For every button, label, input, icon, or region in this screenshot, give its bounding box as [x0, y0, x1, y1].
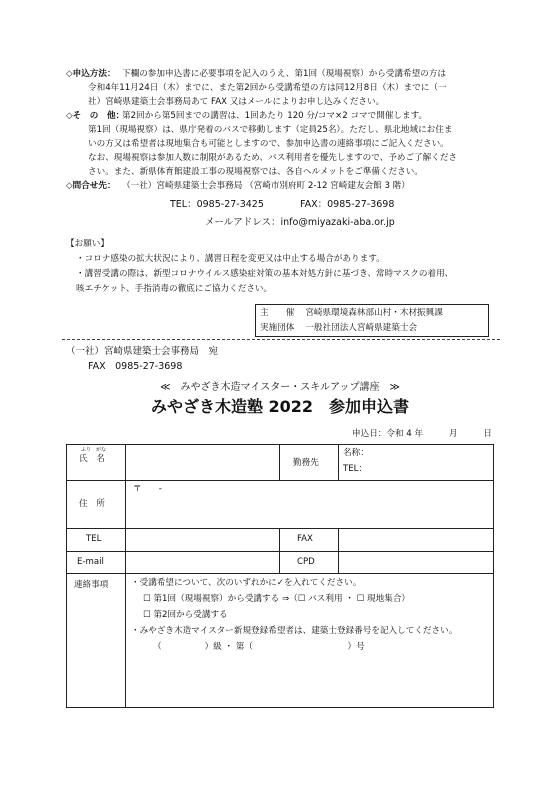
- recipient-line-2: FAX 0985-27-3698: [88, 361, 183, 372]
- notes-line-4: ・みやざき木造マイスター新規登録希望者は、建築士登録番号を記入してください。: [131, 626, 458, 636]
- request-item-1: ・コロナ感染の拡大状況により、講習日程を変更又は中止する場合があります。: [76, 254, 385, 264]
- host-label: 主 催: [260, 308, 295, 318]
- notes-line-3[interactable]: ☐ 第2回から受講する: [143, 610, 228, 620]
- other-line-3: いの方又は希望者は現地集合も可能としますので、参加申込書の連絡事項にご記入ください。: [88, 139, 449, 149]
- other-label: ◇そ の 他：: [66, 111, 125, 121]
- cpd-field[interactable]: [340, 552, 491, 572]
- zip-mark: 〒 -: [133, 484, 162, 494]
- email-label: E-mail: [77, 557, 104, 567]
- notes-line-1: ・受講希望について、次のいずれかに✓を入れてください。: [131, 578, 362, 588]
- notes-line-5[interactable]: （ ）級 ・ 第（ ）号: [153, 642, 365, 652]
- exec-name: 一般社団法人宮崎県建築士会: [305, 323, 418, 333]
- name-label: 氏 名: [79, 454, 105, 464]
- application-label: ◇申込方法：: [66, 69, 116, 79]
- application-line-2: 令和4年11月24日（木）までに、また第2回から受講希望の方は同12月8日（木）までに（一: [88, 83, 447, 93]
- application-form: [66, 444, 494, 708]
- organizers-box: [255, 304, 489, 337]
- workplace-label: 勤務先: [293, 458, 319, 468]
- tel-label: TEL: [86, 534, 102, 544]
- form-rule: [279, 528, 280, 573]
- tel-field[interactable]: [127, 529, 277, 550]
- other-line-4: なお、現場視察は参加人数に制限があるため、バス利用者を優先しますので、予めご了解くださ: [88, 153, 458, 163]
- fax-field[interactable]: [340, 529, 491, 550]
- form-rule: [279, 445, 280, 480]
- application-date: 申込日：令和 4 年 月 日: [352, 429, 492, 439]
- address-label: 住 所: [79, 499, 105, 509]
- company-name-label: 名称：: [343, 448, 369, 458]
- form-subtitle: ≪ みやざき木造マイスター・スキルアップ講座 ≫: [160, 382, 400, 393]
- other-line-5: さい。また、新県体育館建設工事の現場視察では、各自ヘルメットをご準備ください。: [88, 167, 423, 177]
- cut-line: [62, 339, 500, 340]
- contact-org: （一社）宮崎県建築士会事務局 （宮崎市別府町 2-12 宮崎建友会館 3 階）: [122, 181, 410, 191]
- request-heading: 【お願い】: [66, 239, 109, 249]
- address-field[interactable]: [127, 481, 491, 527]
- email-field[interactable]: [127, 552, 277, 572]
- name-field[interactable]: [127, 447, 277, 478]
- form-rule: [67, 573, 493, 574]
- notes-label: 連絡事項: [74, 580, 109, 590]
- cpd-label: CPD: [297, 557, 315, 567]
- other-line-1: 第2回から第5回までの講習は、1回あたり 120 分/コマ×2 コマで開催します。: [122, 111, 428, 121]
- contact-email: メールアドレス：info@miyazaki-aba.or.jp: [205, 217, 395, 228]
- other-line-2: 第1回（現場視察）は、県庁発着のバスで移動します（定員25名）。ただし、県北地域にお住ま: [88, 125, 453, 135]
- contact-tel: TEL：0985-27-3425: [170, 199, 264, 210]
- fax-label: FAX: [297, 534, 313, 544]
- company-tel-label: TEL：: [343, 464, 368, 474]
- host-name: 宮崎県環境森林部山村・木材振興課: [305, 308, 443, 318]
- exec-label: 実施団体: [260, 323, 295, 333]
- application-line-1: 下欄の参加申込書に必要事項を記入のうえ、第1回（現場視察）から受講希望の方は: [122, 69, 446, 79]
- notes-line-2[interactable]: ☐ 第1回（現場視察）から受講する ⇒（☐ バス利用 ・ ☐ 現地集合）: [143, 594, 411, 604]
- contact-label: ◇問合せ先：: [66, 181, 116, 191]
- request-item-3: 咳エチケット、手指消毒の徹底にご協力ください。: [76, 284, 273, 294]
- application-line-3: 社）宮崎県建築士会事務局あて FAX 又はメールによりお申し込みください。: [88, 97, 385, 107]
- form-rule: [338, 445, 339, 480]
- form-title: みやざき木造塾 2022 参加申込書: [150, 397, 410, 416]
- request-item-2: ・講習受講の際は、新型コロナウイルス感染症対策の基本対処方針に基づき、常時マスクの着用、: [76, 269, 454, 279]
- name-ruby: ふり がな: [81, 447, 107, 453]
- recipient-line-1: （一社）宮崎県建築士会事務局 宛: [66, 346, 219, 357]
- contact-fax: FAX：0985-27-3698: [300, 199, 395, 210]
- form-rule: [125, 445, 126, 707]
- form-rule: [338, 528, 339, 573]
